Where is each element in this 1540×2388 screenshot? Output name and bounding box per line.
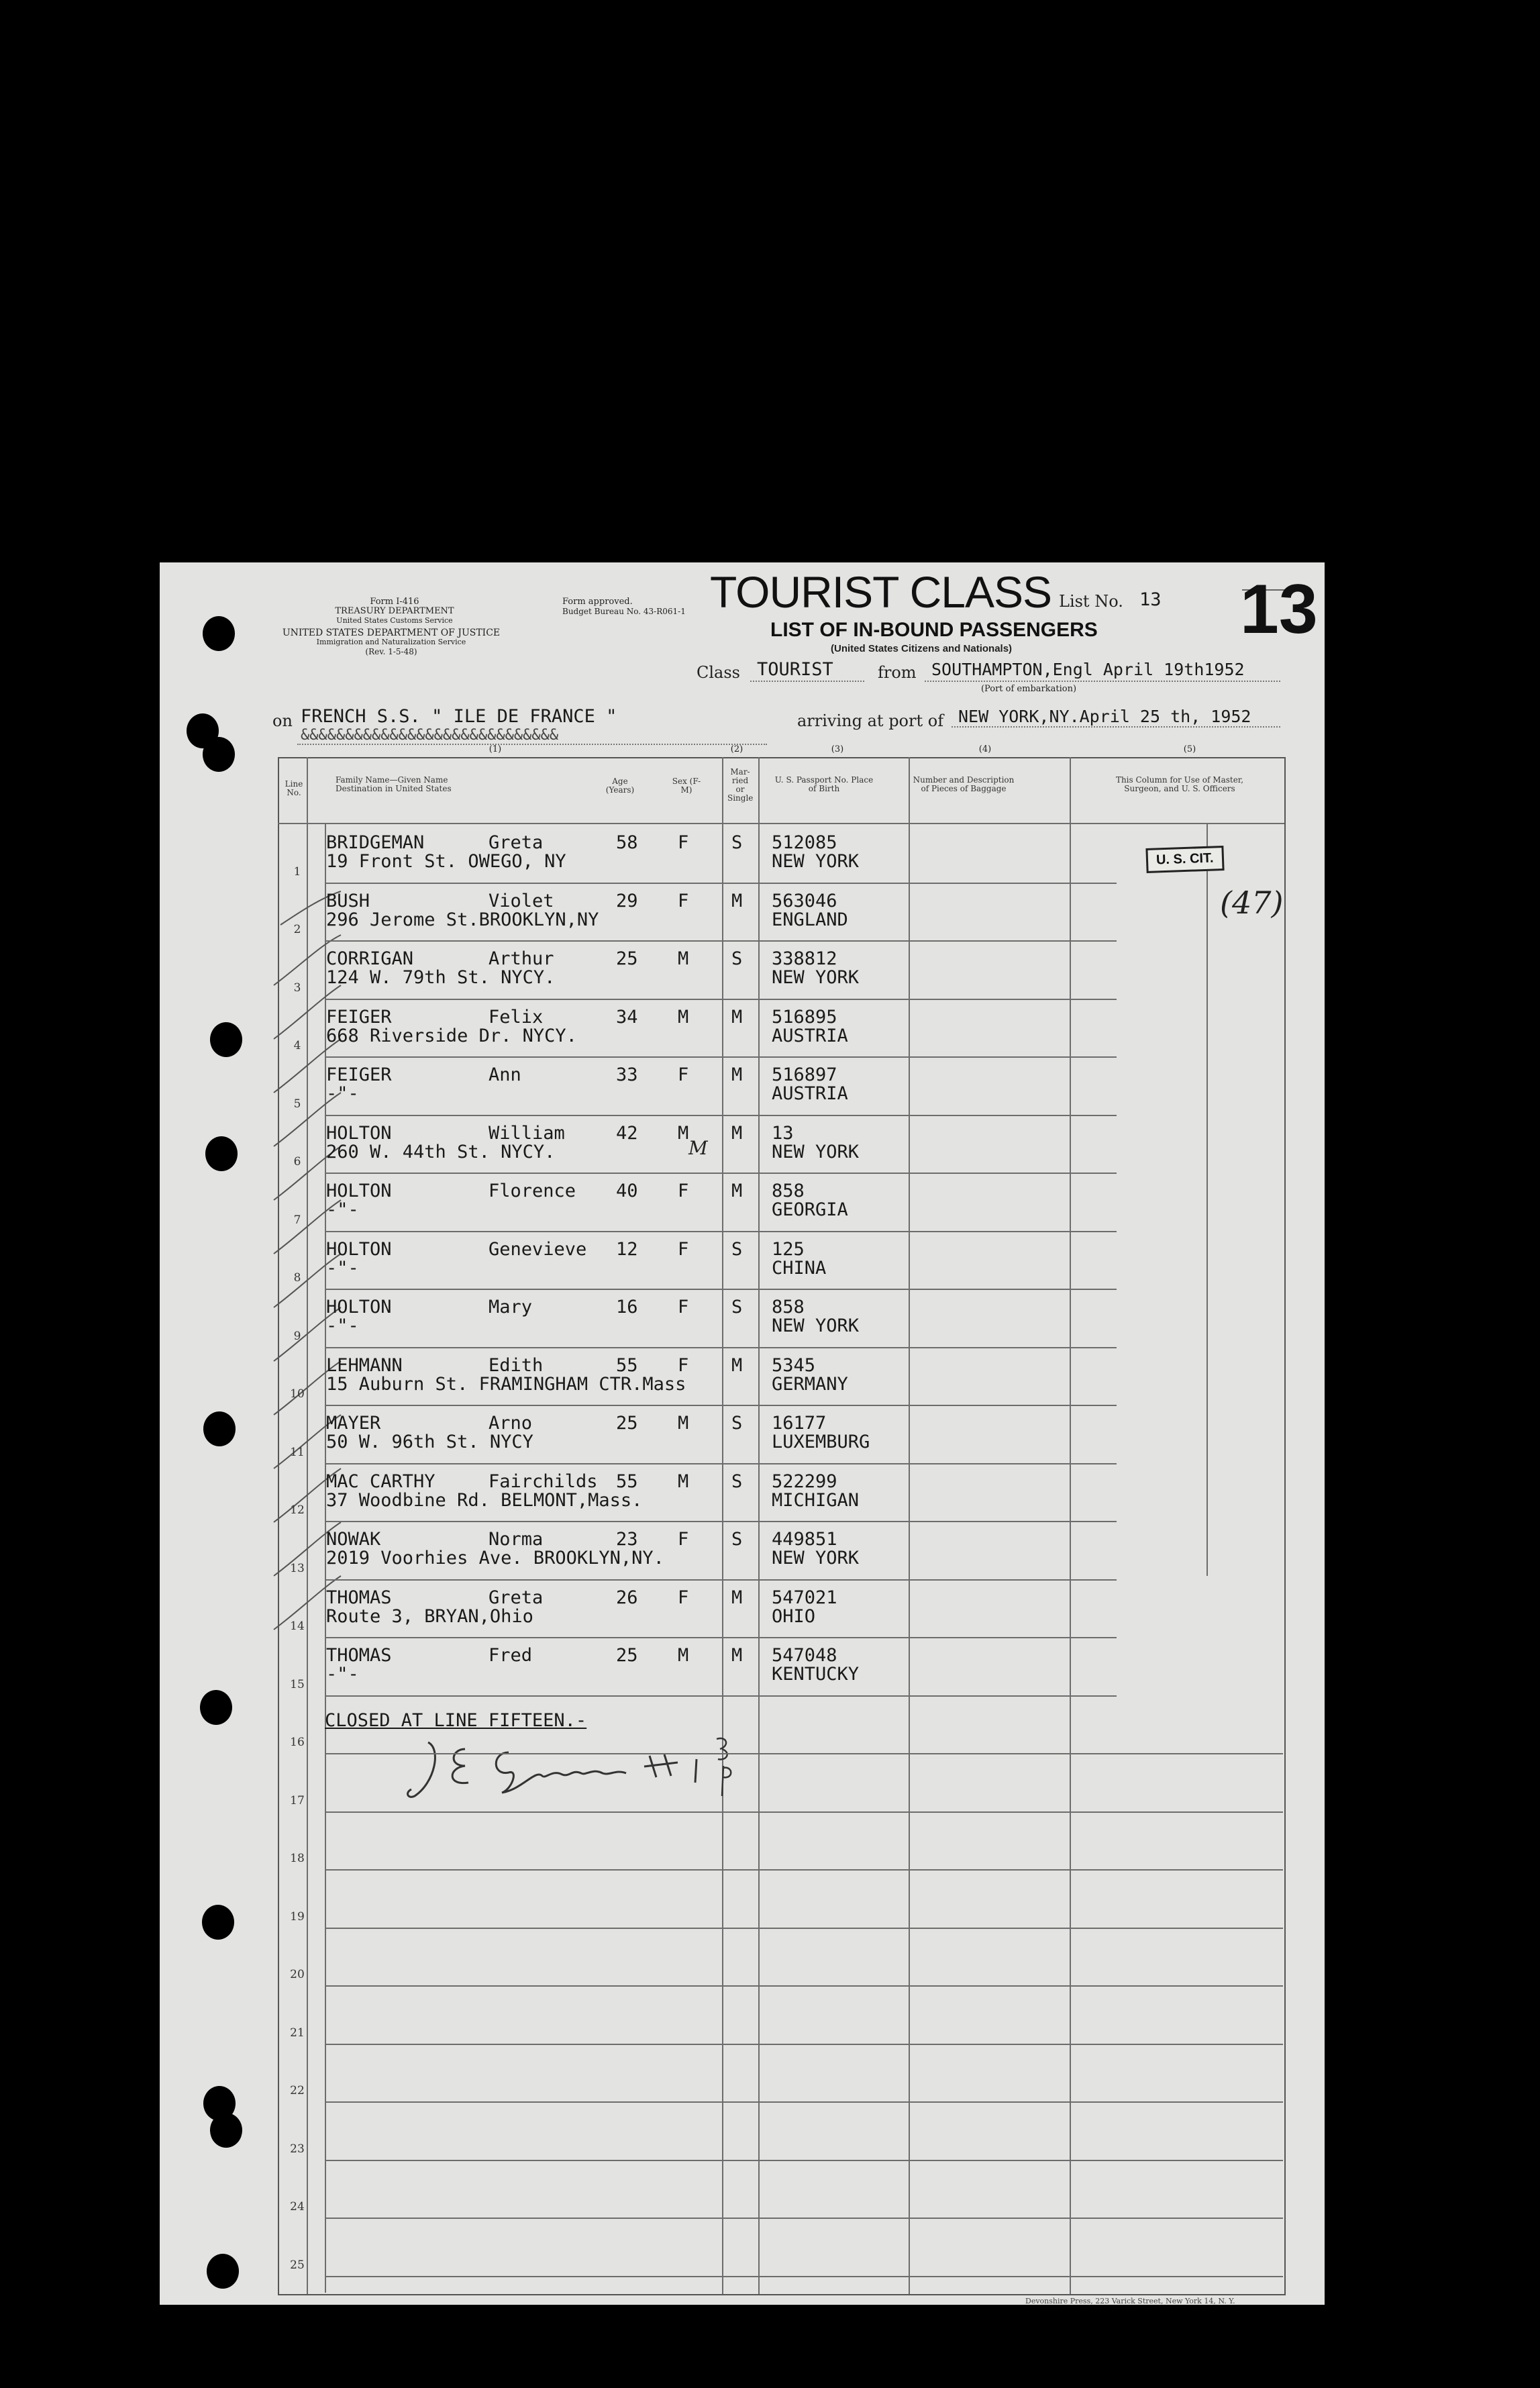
passenger-passport: 16177: [772, 1413, 827, 1434]
col-number-1: (1): [489, 744, 502, 754]
passenger-family-name: LEHMANN: [326, 1355, 403, 1376]
passenger-given-name: Mary: [489, 1297, 533, 1317]
row-line: [325, 1695, 1117, 1697]
passenger-family-name: HOLTON: [326, 1123, 392, 1144]
closed-at-line: CLOSED AT LINE FIFTEEN.-: [325, 1710, 587, 1731]
passenger-marital-status: S: [731, 1297, 743, 1317]
line-number: 23: [290, 2142, 305, 2156]
passenger-address: 296 Jerome St.BROOKLYN,NY: [326, 909, 599, 930]
line-number: 11: [290, 1446, 305, 1459]
passenger-address: 37 Woodbine Rd. BELMONT,Mass.: [326, 1490, 643, 1511]
row-line: [325, 1753, 1283, 1754]
row-line: [325, 1869, 1283, 1871]
line-number: 7: [293, 1213, 301, 1227]
passenger-address: 50 W. 96th St. NYCY: [326, 1432, 533, 1452]
passenger-marital-status: M: [731, 1123, 743, 1144]
passenger-birthplace: NEW YORK: [772, 967, 860, 988]
form-number: Form I-416: [370, 597, 419, 607]
passenger-address: Route 3, BRYAN,Ohio: [326, 1606, 533, 1627]
passenger-sex: M: [678, 948, 689, 969]
line-number: 8: [293, 1271, 301, 1285]
vessel-name: FRENCH S.S. " ILE DE FRANCE ": [301, 706, 617, 727]
header-married: Mar-ried or Single: [727, 767, 754, 803]
passenger-age: 29: [616, 891, 638, 911]
passenger-family-name: BUSH: [326, 891, 370, 911]
col-number-5: (5): [1183, 744, 1196, 754]
passenger-sex: M: [678, 1645, 689, 1666]
passenger-address: 260 W. 44th St. NYCY.: [326, 1142, 556, 1162]
list-big-number: 13: [1240, 570, 1318, 648]
passenger-passport: 516895: [772, 1007, 837, 1028]
passenger-given-name: Greta: [489, 1587, 544, 1608]
line-number: 4: [293, 1039, 301, 1052]
row-line: [325, 1115, 1117, 1116]
passenger-marital-status: S: [731, 948, 743, 969]
list-number-label: List No.: [1059, 592, 1123, 611]
manifest-sheet: [160, 562, 1325, 2305]
punch-hole: [207, 2254, 239, 2289]
grid-line: [758, 757, 760, 2294]
passenger-passport: 13: [772, 1123, 794, 1144]
list-number-value: 13: [1139, 589, 1162, 610]
line-number: 14: [290, 1620, 305, 1633]
class-label: Class: [697, 663, 740, 682]
passenger-sex: M: [678, 1471, 689, 1492]
line-number: 12: [290, 1503, 305, 1517]
passenger-marital-status: S: [731, 1471, 743, 1492]
passenger-sex: F: [678, 1529, 689, 1550]
treasury-dept: TREASURY DEPARTMENT: [335, 606, 454, 616]
row-line: [325, 1056, 1117, 1058]
passenger-age: 25: [616, 1645, 638, 1666]
line-number: 15: [290, 1678, 305, 1691]
passenger-given-name: Arthur: [489, 948, 554, 969]
row-line: [325, 1231, 1117, 1232]
punch-hole: [210, 2113, 242, 2148]
row-line: [325, 1289, 1117, 1290]
grid-line: [1070, 757, 1071, 2294]
passenger-address: -"-: [326, 1315, 359, 1336]
passenger-birthplace: ENGLAND: [772, 909, 848, 930]
passenger-passport: 858: [772, 1297, 805, 1317]
passenger-given-name: Violet: [489, 891, 554, 911]
passenger-family-name: HOLTON: [326, 1239, 392, 1260]
passenger-family-name: FEIGER: [326, 1064, 392, 1085]
passenger-family-name: THOMAS: [326, 1645, 392, 1666]
passenger-marital-status: M: [731, 1064, 743, 1085]
passenger-birthplace: AUSTRIA: [772, 1026, 848, 1046]
line-number: 19: [290, 1910, 305, 1924]
passenger-passport: 449851: [772, 1529, 837, 1550]
passenger-marital-status: S: [731, 1529, 743, 1550]
passenger-passport: 5345: [772, 1355, 816, 1376]
grid-line: [909, 757, 910, 2294]
passenger-given-name: Felix: [489, 1007, 544, 1028]
row-line: [325, 999, 1117, 1000]
header-line-no: Line No.: [285, 779, 303, 797]
passenger-given-name: William: [489, 1123, 565, 1144]
header-age: Age (Years): [605, 777, 635, 795]
customs-service: United States Customs Service: [336, 616, 453, 625]
vessel-strikeout: &&&&&&&&&&&&&&&&&&&&&&&&&&&&&: [301, 727, 559, 744]
port-note: (Port of embarkation): [980, 684, 1077, 694]
header-baggage: Number and Description of Pieces of Baggage: [913, 775, 1015, 793]
line-number: 22: [290, 2084, 305, 2097]
line-number: 1: [293, 865, 301, 879]
passenger-age: 26: [616, 1587, 638, 1608]
line-number: 9: [293, 1330, 301, 1343]
passenger-birthplace: NEW YORK: [772, 1142, 860, 1162]
line-number: 16: [290, 1736, 305, 1749]
passenger-age: 25: [616, 1413, 638, 1434]
passenger-age: 42: [616, 1123, 638, 1144]
passenger-passport: 858: [772, 1181, 805, 1201]
row-line: [325, 1928, 1283, 1929]
passenger-address: -"-: [326, 1199, 359, 1220]
arriving-label: arriving at port of: [797, 711, 944, 730]
passenger-marital-status: M: [731, 1587, 743, 1608]
vessel-underline: [297, 744, 767, 745]
passenger-sex: F: [678, 832, 689, 853]
us-citizen-stamp: U. S. CIT.: [1145, 846, 1224, 873]
class-underline: [750, 681, 864, 682]
passenger-passport: 547048: [772, 1645, 837, 1666]
passenger-age: 55: [616, 1471, 638, 1492]
passenger-given-name: Fairchilds: [489, 1471, 598, 1492]
row-line: [325, 2218, 1283, 2219]
passenger-sex: M: [678, 1123, 689, 1144]
row-line: [325, 1985, 1283, 1987]
passenger-passport: 547021: [772, 1587, 837, 1608]
col-number-2: (2): [730, 744, 743, 754]
passenger-given-name: Ann: [489, 1064, 521, 1085]
passenger-sex: F: [678, 1239, 689, 1260]
grid-line: [722, 757, 723, 2294]
passenger-given-name: Norma: [489, 1529, 544, 1550]
passenger-age: 25: [616, 948, 638, 969]
passenger-family-name: HOLTON: [326, 1297, 392, 1317]
passenger-given-name: Edith: [489, 1355, 544, 1376]
passenger-age: 40: [616, 1181, 638, 1201]
passenger-given-name: Arno: [489, 1413, 533, 1434]
manifest-title: LIST OF IN-BOUND PASSENGERS: [770, 619, 1098, 641]
passenger-sex: M: [678, 1413, 689, 1434]
passenger-marital-status: M: [731, 1181, 743, 1201]
sex-correction-note: M: [688, 1137, 708, 1159]
passenger-marital-status: M: [731, 1355, 743, 1376]
header-officers: This Column for Use of Master, Surgeon, and U. S. Officers: [1115, 775, 1244, 793]
row-line: [325, 1173, 1117, 1174]
row-line: [325, 1463, 1117, 1464]
row-line: [325, 1347, 1117, 1348]
line-number: 21: [290, 2026, 305, 2040]
passenger-address: -"-: [326, 1083, 359, 1104]
grid-line: [1207, 824, 1208, 1576]
row-line: [325, 2101, 1283, 2103]
arriving-value: NEW YORK,NY.April 25 th, 1952: [958, 707, 1251, 726]
col-number-4: (4): [978, 744, 992, 754]
passenger-marital-status: S: [731, 1413, 743, 1434]
passenger-age: 58: [616, 832, 638, 853]
passenger-family-name: THOMAS: [326, 1587, 392, 1608]
row-line: [325, 1521, 1117, 1522]
line-number: 18: [290, 1852, 305, 1865]
passenger-family-name: HOLTON: [326, 1181, 392, 1201]
passenger-address: 2019 Voorhies Ave. BROOKLYN,NY.: [326, 1548, 664, 1569]
form-approved: Form approved.: [562, 597, 633, 607]
passenger-address: -"-: [326, 1664, 359, 1685]
passenger-birthplace: LUXEMBURG: [772, 1432, 870, 1452]
passenger-family-name: CORRIGAN: [326, 948, 414, 969]
row-line: [325, 883, 1117, 884]
from-label: from: [878, 663, 917, 682]
passenger-age: 16: [616, 1297, 638, 1317]
passenger-address: -"-: [326, 1258, 359, 1279]
printer-credit: Devonshire Press, 223 Varick Street, New York 14, N. Y.: [1025, 2297, 1235, 2305]
passenger-passport: 338812: [772, 948, 837, 969]
passenger-age: 33: [616, 1064, 638, 1085]
form-revision: (Rev. 1-5-48): [365, 647, 417, 656]
passenger-family-name: FEIGER: [326, 1007, 392, 1028]
line-number: 2: [293, 923, 301, 936]
row-line: [325, 1405, 1117, 1406]
passenger-birthplace: NEW YORK: [772, 1315, 860, 1336]
justice-dept: UNITED STATES DEPARTMENT OF JUSTICE: [282, 628, 501, 638]
header-name: Family Name—Given Name Destination in United States: [336, 775, 452, 793]
passenger-birthplace: MICHIGAN: [772, 1490, 860, 1511]
line-number: 13: [290, 1562, 305, 1575]
passenger-sex: F: [678, 1064, 689, 1085]
passenger-sex: F: [678, 1355, 689, 1376]
row-line: [325, 1811, 1283, 1813]
line-number: 3: [293, 981, 301, 995]
row-line: [325, 940, 1117, 942]
passenger-sex: F: [678, 1181, 689, 1201]
ins-service: Immigration and Naturalization Service: [316, 638, 466, 646]
punch-hole: [203, 737, 235, 772]
passenger-marital-status: M: [731, 891, 743, 911]
header-passport: U. S. Passport No. Place of Birth: [774, 775, 874, 793]
passenger-passport: 516897: [772, 1064, 837, 1085]
passenger-family-name: MAYER: [326, 1413, 381, 1434]
passenger-birthplace: AUSTRIA: [772, 1083, 848, 1104]
line-number: 17: [290, 1794, 305, 1807]
row-line: [325, 1579, 1117, 1581]
passenger-age: 55: [616, 1355, 638, 1376]
row-line: [325, 1637, 1117, 1638]
on-label: on: [272, 711, 293, 730]
passenger-birthplace: OHIO: [772, 1606, 816, 1627]
line-number: 25: [290, 2258, 305, 2272]
passenger-count-note: (47): [1220, 885, 1284, 921]
passenger-passport: 522299: [772, 1471, 837, 1492]
punch-hole: [202, 1905, 234, 1940]
officer-signature: [401, 1729, 750, 1809]
passenger-birthplace: NEW YORK: [772, 851, 860, 872]
passenger-family-name: MAC CARTHY: [326, 1471, 435, 1492]
manifest-subtitle: (United States Citizens and Nationals): [831, 643, 1013, 654]
passenger-birthplace: GERMANY: [772, 1374, 848, 1395]
row-line: [325, 2276, 1283, 2277]
row-line: [325, 2160, 1283, 2161]
passenger-age: 12: [616, 1239, 638, 1260]
passenger-sex: F: [678, 1587, 689, 1608]
passenger-given-name: Fred: [489, 1645, 533, 1666]
passenger-address: 19 Front St. OWEGO, NY: [326, 851, 566, 872]
passenger-birthplace: NEW YORK: [772, 1548, 860, 1569]
row-line: [325, 2044, 1283, 2045]
col-number-3: (3): [831, 744, 844, 754]
passenger-sex: F: [678, 891, 689, 911]
passenger-family-name: BRIDGEMAN: [326, 832, 425, 853]
header-bottom-line: [278, 823, 1284, 824]
passenger-sex: F: [678, 1297, 689, 1317]
class-value: TOURIST: [757, 659, 833, 680]
from-value: SOUTHAMPTON,Engl April 19th1952: [931, 660, 1245, 679]
passenger-age: 23: [616, 1529, 638, 1550]
passenger-marital-status: M: [731, 1645, 743, 1666]
passenger-given-name: Greta: [489, 832, 544, 853]
from-underline: [925, 681, 1280, 682]
passenger-sex: M: [678, 1007, 689, 1028]
passenger-given-name: Genevieve: [489, 1239, 587, 1260]
budget-bureau: Budget Bureau No. 43-R061-1: [562, 607, 686, 616]
passenger-family-name: NOWAK: [326, 1529, 381, 1550]
passenger-birthplace: GEORGIA: [772, 1199, 848, 1220]
passenger-address: 124 W. 79th St. NYCY.: [326, 967, 556, 988]
passenger-passport: 563046: [772, 891, 837, 911]
passenger-age: 34: [616, 1007, 638, 1028]
passenger-marital-status: S: [731, 1239, 743, 1260]
line-number: 5: [293, 1097, 301, 1111]
passenger-marital-status: S: [731, 832, 743, 853]
passenger-birthplace: CHINA: [772, 1258, 827, 1279]
tourist-class-stamp: TOURIST CLASS: [710, 567, 1052, 617]
line-number: 10: [290, 1387, 305, 1401]
line-number: 6: [293, 1155, 301, 1168]
passenger-birthplace: KENTUCKY: [772, 1664, 860, 1685]
punch-hole: [203, 616, 235, 651]
line-number: 24: [290, 2200, 305, 2213]
margin-check-marks: [220, 871, 354, 1710]
passenger-given-name: Florence: [489, 1181, 576, 1201]
passenger-address: 668 Riverside Dr. NYCY.: [326, 1026, 577, 1046]
passenger-marital-status: M: [731, 1007, 743, 1028]
passenger-passport: 512085: [772, 832, 837, 853]
header-sex: Sex (F-M): [672, 777, 701, 795]
arriving-underline: [952, 726, 1280, 728]
line-number: 20: [290, 1968, 305, 1981]
passenger-address: 15 Auburn St. FRAMINGHAM CTR.Mass: [326, 1374, 686, 1395]
passenger-passport: 125: [772, 1239, 805, 1260]
